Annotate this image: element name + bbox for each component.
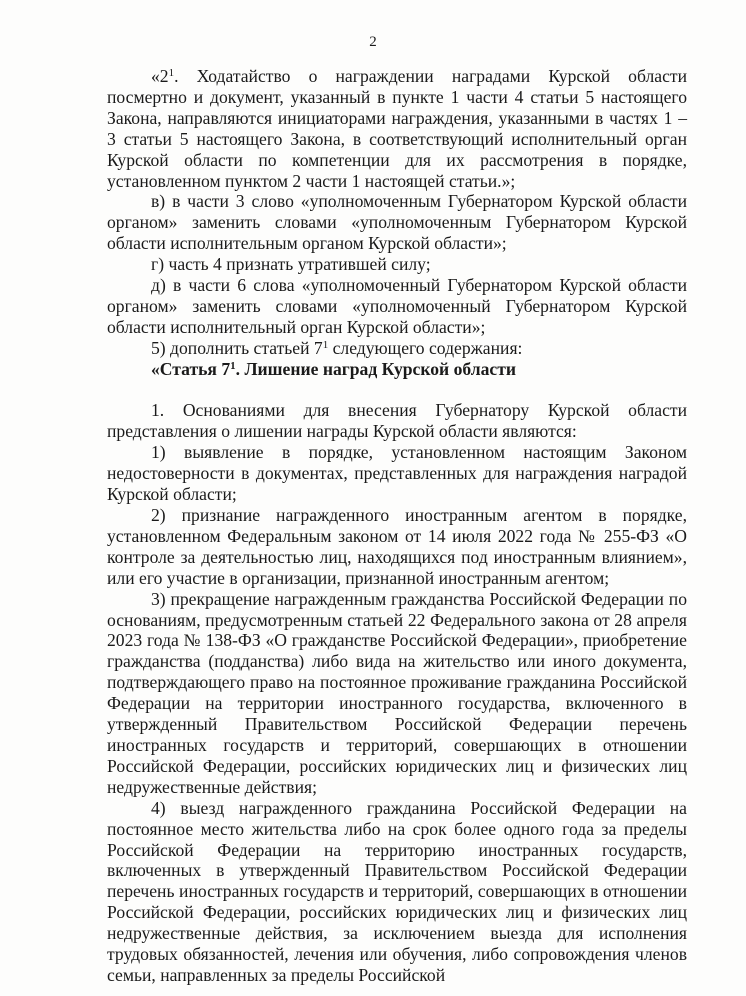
clause-1: 1. Основаниями для внесения Губернатору Курской области представления о лишении награды Курской области являются: [107,400,687,442]
ground-1: 1) выявление в порядке, установленном настоящим Законом недостоверности в документах, представленных для награждения наградой Курской области; [107,442,687,505]
amendment-5: 5) дополнить статьей $7^1$ следующего содержания: [151,337,523,358]
article-7-1-heading: «Статья $7^1$. Лишение наград Курской области [151,358,516,379]
ground-4: 4) выезд награжденного гражданина Российской Федерации на постоянное место жительства либо на срок более одного года за пределы Российской Федерации на территорию иностранных государств, включенных в утвержденный Правительством Российской Федерации перечень иностранных государств и территорий, совершающих в отношении Российской Федерации, российских юридических лиц и физических лиц недружественные действия, за исключением выезда для исполнения трудовых обязанностей, лечения или обучения, либо сопровождения членов семьи, направленных за пределы Российской [107,797,687,985]
ground-3: 3) прекращение награжденным гражданства Российской Федерации по основаниям, предусмотренным статьей 22 Федерального закона от 28 апреля 2023 года № 138-ФЗ «О гражданстве Российской Федерации», приобретение гражданства (подданства) либо вида на жительство или иного документа, подтверждающего право на постоянное проживание гражданина Российской Федерации на территории иностранного государства, включенного в утвержденный Правительством Российской Федерации перечень иностранных государств и территорий, совершающих в отношении Российской Федерации, российских юридических лиц и физических лиц недружественные действия; [107,588,687,797]
document-body [107,66,687,986]
ground-2: 2) признание награжденного иностранным агентом в порядке, установленном Федеральным законом от 14 июля 2022 года № 255-ФЗ «О контроле за деятельностью лиц, находящихся под иностранным влиянием», или его участие в организации, признанной иностранным агентом; [107,505,687,588]
amendment-g: г) часть 4 признать утратившей силу; [151,254,431,275]
amendment-v: в) в части 3 слово «уполномоченным Губернатором Курской области органом» заменить словами «уполномоченным Губернатором Курской области исполнительным органом Курской области»; [107,191,687,254]
page-number: 2 [369,34,377,50]
amendment-d: д) в части 6 слова «уполномоченный Губернатором Курской области органом» заменить словами «уполномоченный Губернатором Курской области исполнительный орган Курской области»; [107,275,687,337]
paragraph-2-1: «$2^1$. Ходатайство о награждении наградами Курской области посмертно и документ, указанный в пункте 1 части 4 статьи 5 настоящего Закона, направляются инициаторами награждения, указанными в частях 1 – 3 статьи 5 настоящего Закона, в соответствующий исполнительный орган Курской области по компетенции для их рассмотрения в порядке, установленном пунктом 2 части 1 настоящей статьи.»; [107,66,687,191]
